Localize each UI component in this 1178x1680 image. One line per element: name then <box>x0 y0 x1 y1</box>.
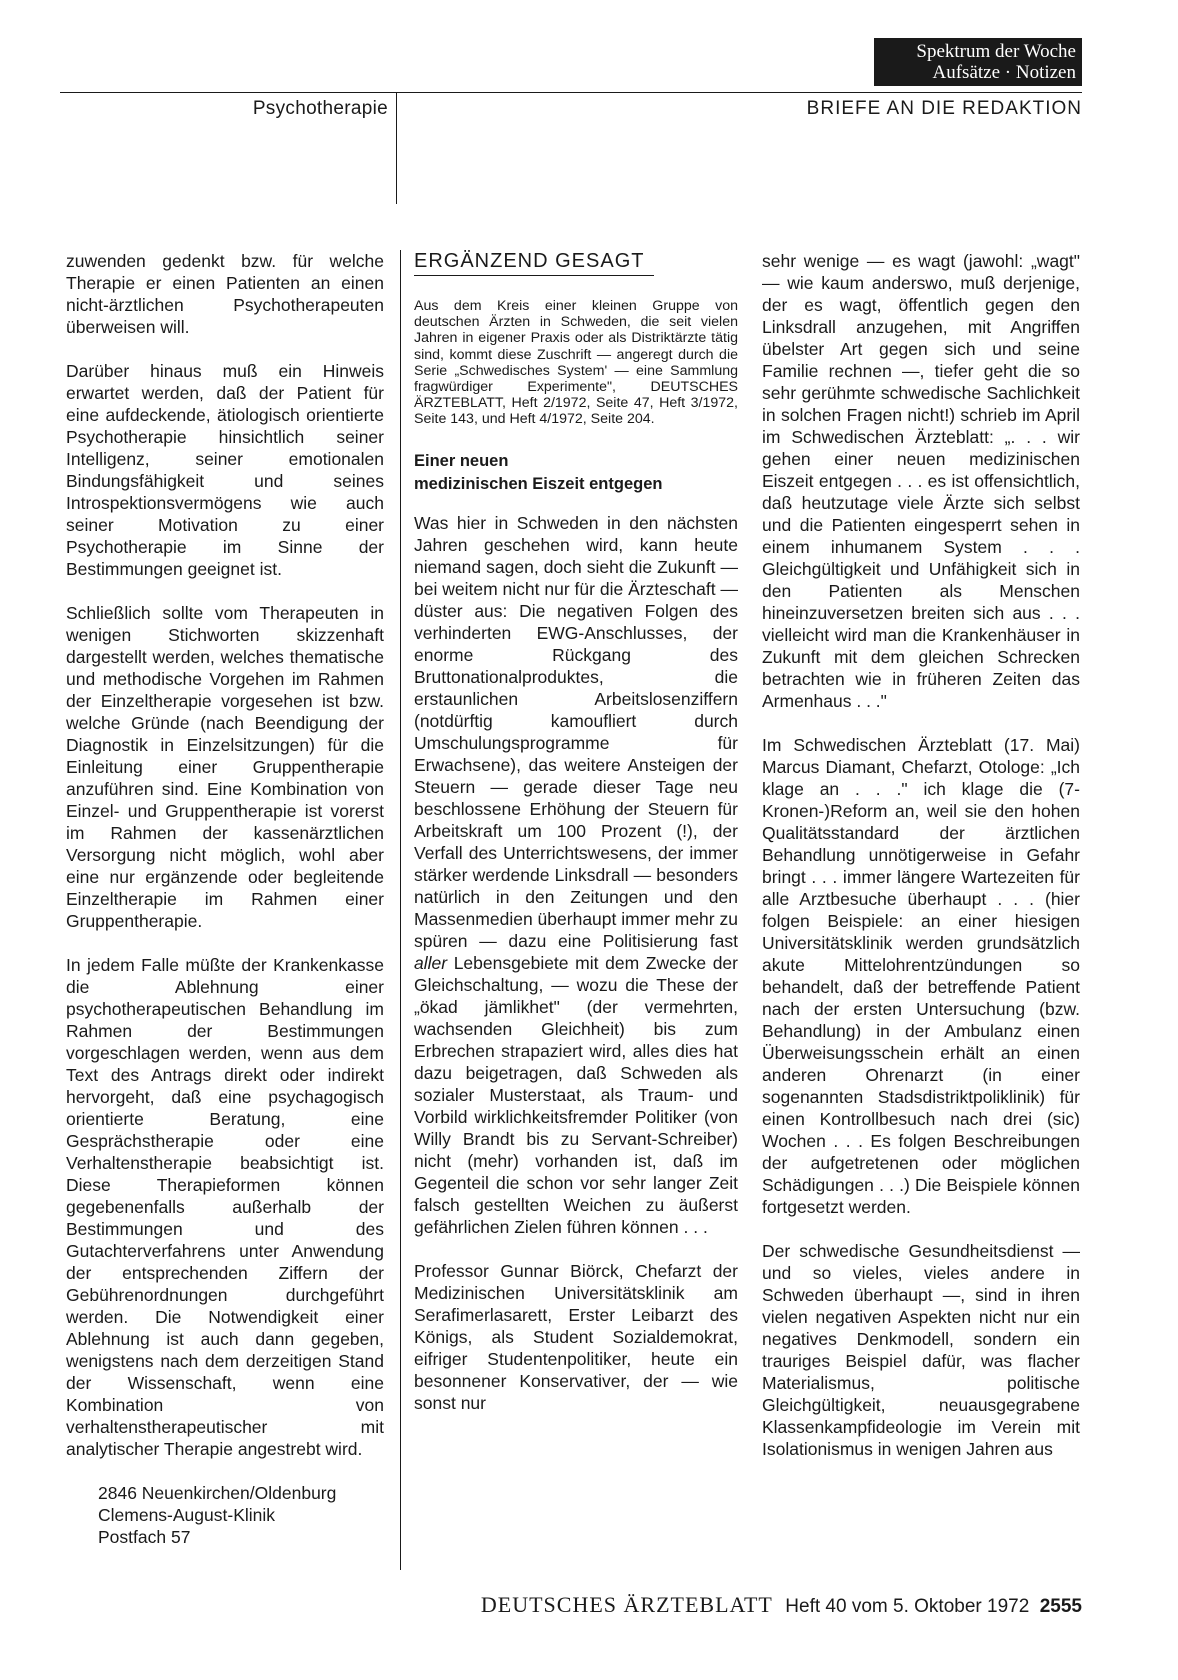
paragraph: Im Schwedischen Ärzteblatt (17. Mai) Marcus Diamant, Chefarzt, Otologe: „Ich klage an . . ." ich klage die (7-Kronen-)Reform an, weil sie den hohen Qualitätsstandard der ärztlichen Behandlung unnötigerweise in Gefahr bringt . . . immer längere Wartezeiten für alle Arztbesuche überhaupt . . . (hier folgen Beispiele: an einer hiesigen Universitätsklinik werden grundsätzlich akute Mittelohrentzündungen so behandelt, daß der betreffende Patient nach der ersten Untersuchung (bzw. Behandlung) in der Ambulanz einen Überweisungsschein erhält an einen anderen Ohrenarzt (in einer sogenannten Stadsdistriktpoliklinik) für einen Kontrollbesuch nach drei (sic) Wochen . . . Es folgen Beschreibungen der aufgetretenen oder möglichen Schädigungen . . .) Die Beispiele können fortgesetzt werden. <box>762 735 1080 1217</box>
right-column <box>762 250 1080 1482</box>
header-divider <box>396 92 397 204</box>
section-label-box <box>874 38 1082 86</box>
middle-column <box>414 250 738 1436</box>
left-column <box>66 250 384 1548</box>
section-label-line2: Aufsätze · Notizen <box>932 62 1076 83</box>
article-subheading <box>414 450 738 496</box>
author-address <box>98 1482 384 1548</box>
header-rule <box>60 92 1082 93</box>
paragraph: Schließlich sollte vom Therapeuten in wenigen Stichworten skizzenhaft dargestellt werden, welches thematische und methodische Vorgehen im Rahmen der Einzeltherapie vorgesehen ist bzw. welche Gründe (nach Beendigung der Diagnostik in Einzelsitzungen) für die Einleitung einer Gruppentherapie anzuführen sind. Eine Kombination von Einzel- und Gruppentherapie ist vorerst im Rahmen der kassenärztlichen Versorgung nicht möglich, wohl aber eine nur ergänzende oder begleitende Einzeltherapie im Rahmen einer Gruppentherapie. <box>66 603 384 931</box>
masthead: DEUTSCHES ÄRZTEBLATT <box>480 1592 773 1617</box>
address-line: 2846 Neuenkirchen/Oldenburg <box>98 1483 337 1503</box>
section-title-left: Psychotherapie <box>252 98 388 119</box>
paragraph: Professor Gunnar Biörck, Chefarzt der Medizinischen Universitätsklinik am Serafimerlasarett, Erster Leibarzt des Königs, als Student Sozialdemokrat, eifriger Studentenpolitiker, heute ein besonnener Konservativer, der — wie sonst nur <box>414 1260 738 1413</box>
column-divider <box>400 250 401 1570</box>
paragraph-text: Lebensgebiete mit dem Zwecke der Gleichschaltung, — wozu die These der „ökad jämlikhet" (der vermehrten, wachsenden Gleichheit) bis zum Erbrechen strapaziert wird, alles dies hat dazu beigetragen, daß Schweden als sozialer Musterstaat, als Traum- und Vorbild wirklichkeitsfremder Politiker (von Willy Brandt bis zu Servant-Schreiber) nicht (mehr) vorhanden ist, daß im Gegenteil die schon vor sehr langer Zeit falsch gestellten Weichen zu äußerst gefährlichen Zielen führen können . . . <box>414 952 738 1237</box>
paragraph: Der schwedische Gesundheitsdienst — und so vieles, vieles andere in Schweden überhaupt —, sind in ihren vielen negativen Aspekten nicht nur ein negatives Denkmodell, sondern ein trauriges Beispiel dafür, was flacher Materialismus, politische Gleichgültigkeit, neuausgegrabene Klassenkampfideologie im Verein mit Isolationismus in wenigen Jahren aus <box>762 1241 1080 1459</box>
page-footer <box>420 1592 1082 1618</box>
paragraph: Darüber hinaus muß ein Hinweis erwartet werden, daß der Patient für eine aufdeckende, ätiologisch orientierte Psychotherapie hinsichtlich seiner Intelligenz, seiner emotionalen Bindungsfähigkeit und seines Introspektionsvermögens wie auch seiner Motivation zu einer Psychotherapie im Sinne der Bestimmungen geeignet ist. <box>66 361 384 579</box>
editorial-intro: Aus dem Kreis einer kleinen Gruppe von deutschen Ärzten in Schweden, die seit vielen Jahren in eigener Praxis oder als Distriktärzte tätig sind, kommt diese Zuschrift — angeregt durch die Serie „Schwedisches System' — eine Sammlung fragwürdiger Experimente", DEUTSCHES ÄRZTEBLATT, Heft 2/1972, Seite 47, Heft 3/1972, Seite 143, und Heft 4/1972, Seite 204. <box>414 298 738 428</box>
paragraph <box>414 512 738 1238</box>
address-line: Postfach 57 <box>98 1527 191 1547</box>
article-title: ERGÄNZEND GESAGT <box>414 249 654 276</box>
paragraph: zuwenden gedenkt bzw. für welche Therapie er einen Patienten an einen nicht-ärztlichen Psychotherapeuten überweisen will. <box>66 251 384 337</box>
page-number: 2555 <box>1039 1596 1082 1617</box>
paragraph-text: Was hier in Schweden in den nächsten Jahren geschehen wird, kann heute niemand sagen, doch sieht die Zukunft — bei weitem nicht nur für die Ärzteschaft — düster aus: Die negativen Folgen des verhinderten EWG-Anschlusses, der enorme Rückgang des Bruttonationalproduktes, die erstaunlichen Arbeitslosenziffern (notdürftig kamoufliert durch Umschulungsprogramme für Erwachsene), das weitere Ansteigen der Steuern — gerade dieser Tage neu beschlossene Erhöhung der Steuern für Arbeitskraft um 100 Prozent (!), der Verfall des Unterrichtswesens, der immer stärker werdende Linksdrall — besonders natürlich in den Zeitungen und den Massenmedien überhaupt immer mehr zu spüren — dazu eine Politisierung fast <box>414 512 738 951</box>
subheading-line: medizinischen Eiszeit entgegen <box>414 474 663 493</box>
address-line: Clemens-August-Klinik <box>98 1505 276 1525</box>
paragraph: In jedem Falle müßte der Krankenkasse die Ablehnung einer psychotherapeutischen Behandlung im Rahmen der Bestimmungen vorgeschlagen werden, wenn aus dem Text des Antrags direkt oder indirekt hervorgeht, daß eine psychagogisch orientierte Beratung, eine Gesprächstherapie oder eine Verhaltenstherapie beabsichtigt ist. Diese Therapieformen können gegebenenfalls außerhalb der Bestimmungen und des Gutachterverfahrens unter Anwendung der entsprechenden Ziffern der Gebührenordnungen durchgeführt werden. Die Notwendigkeit einer Ablehnung ist auch dann gegeben, wenigstens nach dem derzeitigen Stand der Wissenschaft, wenn eine Kombination von verhaltenstherapeutischer mit analytischer Therapie angestrebt wird. <box>66 955 384 1459</box>
subheading-line: Einer neuen <box>414 451 509 470</box>
section-label-line1: Spektrum der Woche <box>916 41 1076 62</box>
paragraph: sehr wenige — es wagt (jawohl: „wagt" — wie kaum anderswo, muß derjenige, der es wagt, öffentlich gegen den Linksdrall anzugehen, mit Angriffen übelster Art gegen sich und seine Familie rechnen —, tiefer geht die so sehr gerühmte schwedische Sachlichkeit in solchen Fragen nicht!) schrieb im April im Schwedischen Ärzteblatt: „. . . wir gehen einer neuen medizinischen Eiszeit entgegen . . . es ist offensichtlich, daß heutzutage viele Ärzte sich selbst und die Patienten eingesperrt sehen in einem inhumanem System . . . Gleichgültigkeit und Unfähigkeit sich in den Patienten als Menschen hineinzuversetzen breiten sich aus . . . vielleicht wird man die Krankenhäuser in Zukunft mit dem gleichen Schrecken betrachten wie in früheren Zeiten das Armenhaus . . ." <box>762 251 1080 711</box>
section-title-right: BRIEFE AN DIE REDAKTION <box>806 98 1082 119</box>
issue-info: Heft 40 vom 5. Oktober 1972 <box>785 1596 1030 1617</box>
emphasis: aller <box>414 952 448 973</box>
